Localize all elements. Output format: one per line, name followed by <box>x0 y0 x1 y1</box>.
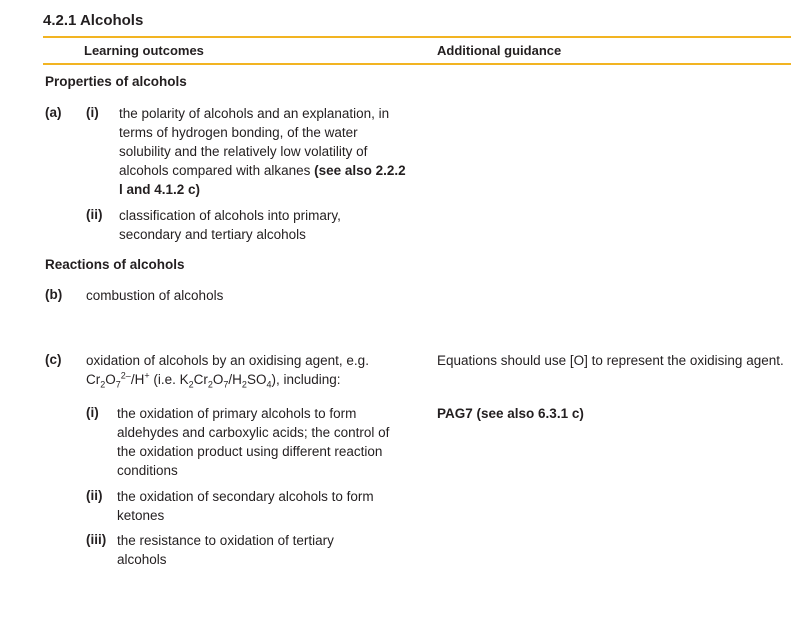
item-c-ii-label: (ii) <box>86 488 103 503</box>
column-header-additional-guidance: Additional guidance <box>437 43 562 58</box>
item-a-i-reference: (see also 2.2.2 l and 4.1.2 c) <box>119 163 406 197</box>
item-a-i-body: the polarity of alcohols and an explanation, in terms of hydrogen bonding, of the water solubility and the relatively low volatility of alcohols compared with alkanes <box>119 106 390 178</box>
column-header-learning-outcomes: Learning outcomes <box>84 43 204 58</box>
item-c-label: (c) <box>45 352 62 367</box>
section-heading-reactions: Reactions of alcohols <box>45 257 185 272</box>
item-a-i-label: (i) <box>86 105 99 120</box>
item-c-intro: oxidation of alcohols by an oxidising agent, e.g. <box>86 353 369 368</box>
item-c-i-label: (i) <box>86 405 99 420</box>
item-c-guidance: Equations should use [O] to represent the oxidising agent. <box>437 353 784 368</box>
item-a-ii-label: (ii) <box>86 207 103 222</box>
item-a-label: (a) <box>45 105 62 120</box>
item-c-i-text: the oxidation of primary alcohols to form aldehydes and carboxylic acids; the control of the oxidation product using different reaction conditions <box>117 406 390 478</box>
dichromate-acid-formula: $Cr_2O_7^{2-}/H^+$ <box>86 370 150 390</box>
item-c-i-guidance: PAG7 (see also 6.3.1 c) <box>437 406 584 421</box>
item-b-label: (b) <box>45 287 63 302</box>
header-rule-bottom <box>43 63 791 65</box>
item-b-text: combustion of alcohols <box>86 288 224 303</box>
page-title: 4.2.1 Alcohols <box>43 12 144 29</box>
item-c-text: oxidation of alcohols by an oxidising agent, e.g. $Cr_2O_7^{2-}/H^+$ (i.e. $K_2Cr_2O_7/H_2SO_4$), including: <box>86 353 369 390</box>
item-c-iii-text: the resistance to oxidation of tertiary alcohols <box>117 533 334 567</box>
potassium-dichromate-formula: $K_2Cr_2O_7/H_2SO_4$ <box>179 372 272 390</box>
item-a-i-text <box>119 104 411 199</box>
item-a-ii-text: classification of alcohols into primary, secondary and tertiary alcohols <box>119 208 341 242</box>
section-heading-properties: Properties of alcohols <box>45 74 187 89</box>
header-rule-top <box>43 36 791 38</box>
item-c-iii-label: (iii) <box>86 532 107 547</box>
item-c-ii-text: the oxidation of secondary alcohols to form ketones <box>117 489 374 523</box>
